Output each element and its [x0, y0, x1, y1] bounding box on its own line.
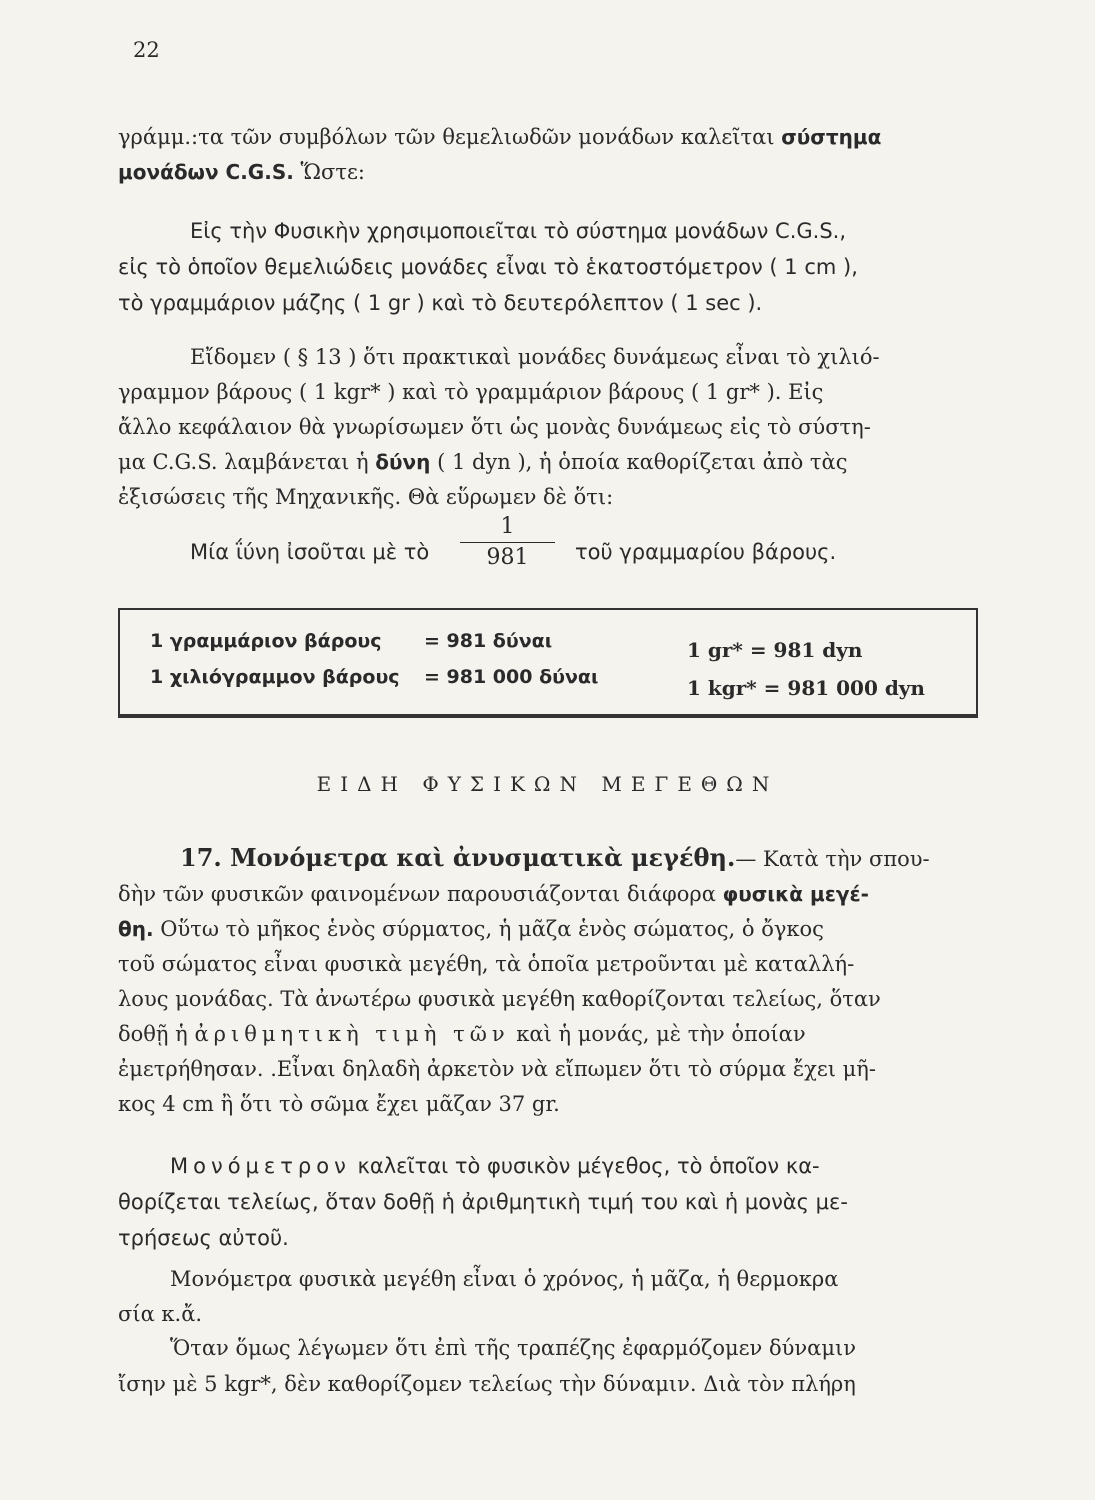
dyne-line-1: Εἴδομεν ( § 13 ) ὅτι πρακτικαὶ μονάδες δυνάμεως εἶναι τὸ χιλιό-: [190, 345, 880, 369]
box-r1-left: 1 γραμμάριον βάρους: [150, 630, 382, 652]
cgs-line-1: Εἰς τὴν Φυσικὴν χρησιμοποιεῖται τὸ σύστημα μονάδων C.G.S.,: [190, 219, 846, 243]
intro-paragraph: [118, 120, 980, 189]
term-physical-quantities-end: θη.: [118, 917, 154, 941]
dyne-line-4a: μα C.G.S. λαμβάνεται ἡ: [118, 450, 369, 474]
section-heading: ΕΙΔΗ ΦΥΣΙΚΩΝ ΜΕΓΕΘΩΝ: [316, 772, 779, 796]
section-17-paragraph: [118, 840, 980, 1122]
box-bottom-rule: [118, 716, 978, 718]
fraction-denominator: 981: [486, 545, 529, 570]
formula-left-text: Μία ΐύνη ἰσοῦται μὲ τὸ: [190, 540, 430, 564]
term-monometron: Μονόμετρον: [170, 1154, 351, 1178]
dyne-line-3: ἄλλο κεφάλαιον θὰ γνωρίσωμεν ὅτι ὡς μονὰς δυνάμεως εἰς τὸ σύστη-: [118, 415, 871, 439]
sec17-line-4: τοῦ σώματος εἶναι φυσικὰ μεγέθη, τὰ ὁποῖα μετροῦνται μὲ καταλλή-: [118, 952, 855, 976]
examples-line-1: Μονόμετρα φυσικὰ μεγέθη εἶναι ὁ χρόνος, ἡ μᾶζα, ἡ θερμοκρα: [170, 1267, 839, 1291]
box-r2-right: 1 kgr* = 981 000 dyn: [687, 676, 925, 700]
monometron-line-1: καλεῖται τὸ φυσικὸν μέγεθος, τὸ ὁποῖον κα-: [357, 1154, 820, 1178]
box-r2-mid: = 981 000 δύναι: [424, 666, 599, 688]
intro-line-2: Ὥστε:: [300, 159, 365, 184]
fraction-numerator: 1: [460, 512, 555, 543]
sec17-line-5: λους μονάδας. Τὰ ἀνωτέρω φυσικὰ μεγέθη καθορίζονται τελείως, ὅταν: [118, 987, 881, 1011]
term-cgs-units: μονάδων C.G.S.: [118, 159, 294, 184]
dyne-line-4b: ( 1 dyn ), ἡ ὁποία καθορίζεται ἀπὸ τὰς: [437, 450, 848, 474]
box-r2-left: 1 χιλιόγραμμον βάρους: [150, 666, 400, 688]
dyne-line-5: ἐξισώσεις τῆς Μηχανικῆς. Θὰ εὕρωμεν δὲ ὅτι:: [118, 485, 614, 509]
dyne-line-2: γραμμον βάρους ( 1 kgr* ) καὶ τὸ γραμμάριον βάρους ( 1 gr* ). Εἰς: [118, 380, 824, 404]
intro-line-1: γράμμ.:τα τῶν συμβόλων τῶν θεμελιωδῶν μονάδων καλεῖται: [118, 125, 775, 149]
force-line-1: Ὅταν ὅμως λέγωμεν ὅτι ἐπὶ τῆς τραπέζης ἐφαρμόζομεν δύναμιν: [170, 1336, 856, 1360]
monometron-line-3: τρήσεως αὐτοῦ.: [118, 1226, 289, 1250]
term-dyne: δύνη: [375, 450, 431, 474]
sec17-line-3: Οὕτω τὸ μῆκος ἑνὸς σύρματος, ἡ μᾶζα ἑνὸς σώματος, ὁ ὄγκος: [160, 917, 824, 941]
cgs-line-2: εἰς τὸ ὁποῖον θεμελιώδεις μονάδες εἶναι τὸ ἑκατοστόμετρον ( 1 cm ),: [118, 255, 858, 279]
fraction: [460, 512, 555, 573]
cgs-line-3: τὸ γραμμάριον μάζης ( 1 gr ) καὶ τὸ δευτερόλεπτον ( 1 sec ).: [118, 291, 763, 315]
box-r1-right: 1 gr* = 981 dyn: [687, 638, 863, 662]
sec17-line-6a: δοθῇ ἡ: [118, 1022, 188, 1046]
force-line-2: ἴσην μὲ 5 kgr*, δὲν καθορίζομεν τελείως τὴν δύναμιν. Διὰ τὸν πλήρη: [118, 1372, 856, 1396]
formula-right-text: τοῦ γραμμαρίου βάρους.: [575, 540, 837, 564]
section-17-title: 17. Μονόμετρα καὶ ἀνυσματικὰ μεγέθη.: [180, 843, 736, 872]
sec17-spaced-phrase: ἀριθμητικὴ τιμὴ τῶν: [194, 1022, 510, 1046]
term-physical-quantities: φυσικὰ μεγέ-: [722, 882, 869, 906]
monometron-paragraph: [118, 1148, 980, 1256]
conversion-box: [118, 608, 978, 716]
examples-paragraph: [118, 1262, 980, 1332]
examples-line-2: σία κ.ἄ.: [118, 1302, 203, 1326]
sec17-line-6b: καὶ ἡ μονάς, μὲ τὴν ὁποίαν: [516, 1022, 806, 1046]
force-paragraph: [118, 1330, 980, 1402]
sec17-line-1: — Κατὰ τὴν σπου-: [735, 847, 930, 871]
term-systema: σύστημα: [781, 125, 882, 149]
page-number: 22: [133, 38, 160, 62]
sec17-line-8: κος 4 cm ἢ ὅτι τὸ σῶμα ἔχει μᾶζαν 37 gr.: [118, 1092, 560, 1116]
box-r1-mid: = 981 δύναι: [424, 630, 553, 652]
sec17-line-7: ἐμετρήθησαν. .Εἶναι δηλαδὴ ἀρκετὸν νὰ εἴπωμεν ὅτι τὸ σύρμα ἔχει μῆ-: [118, 1057, 876, 1081]
cgs-paragraph: [118, 213, 980, 321]
sec17-line-2: δὴν τῶν φυσικῶν φαινομένων παρουσιάζονται διάφορα: [118, 882, 716, 906]
dyne-paragraph: [118, 340, 980, 515]
monometron-line-2: θορίζεται τελείως, ὅταν δοθῇ ἡ ἀριθμητικὴ τιμή του καὶ ἡ μονὰς με-: [118, 1190, 848, 1214]
